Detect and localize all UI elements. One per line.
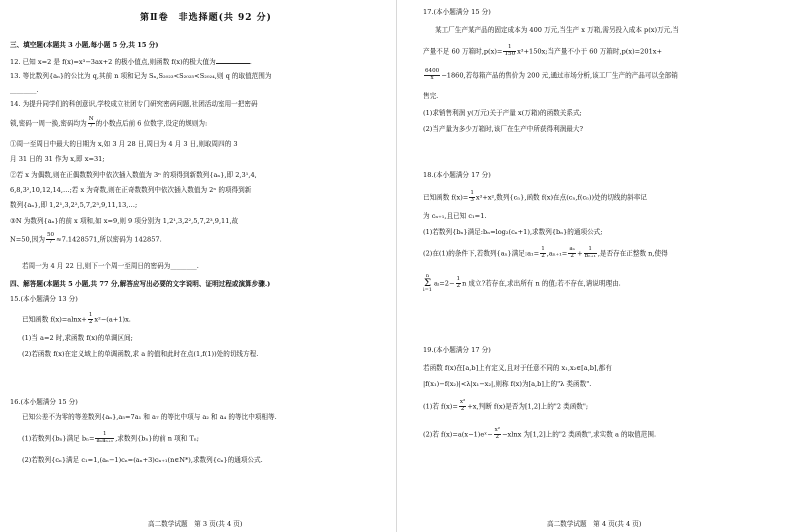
question-12: 12. 已知 x=2 是 f(x)=x³−3ax+2 的极小值点,则函数 f(x)的极大值为 .	[10, 58, 252, 66]
question-18-part2-cont: n Σ i=1aᵢ=2− $\frac{1}{2}$ n 成立?若存在,求出所有 n 的值;若不存在,请说明理由.	[423, 273, 621, 293]
question-18-head: 18.(本小题满分 17 分)	[423, 171, 491, 179]
fraction-x2-over-2b: $\frac{\text{x²}}{2}$	[494, 427, 501, 440]
left-page	[0, 0, 394, 532]
question-13	[10, 72, 271, 81]
question-17-line4: 售完.	[423, 92, 439, 100]
fraction-half-n: $\frac{1}{2}$	[456, 276, 461, 289]
question-16-part2: (2)若数列{cₙ}满足 c₁=1,(aₙ−1)cₙ=(aₙ+3)cₙ₊₁(n∈N*),求数列{cₙ}的通项公式.	[22, 456, 263, 464]
question-17-line2: 产量不足 60 万箱时,p(x)= $\frac{1}{150}$ x³+150x;当产量不小于 60 万箱时,p(x)=201x+	[423, 44, 663, 57]
fraction-bn: $\frac{1}{\text{aₙaₙ₊₁}}$	[96, 431, 114, 444]
question-14: 14. 为提升同学们的科创意识,学校成立社团专门研究密码问题,社团活动室用一把密码	[10, 100, 258, 108]
question-18-line2: 为 cₙ₊₁,且已知 c₁=1.	[423, 212, 487, 220]
page-footer-right: 高二数学试题 第 4 页(共 4 页)	[547, 520, 642, 528]
question-15-part1: (1)当 a=2 时,求函数 f(x)的单调区间;	[22, 334, 133, 342]
section4-header: 四、解答题(本题共 5 小题,共 77 分,解答应写出必要的文字说明、证明过程或演算步骤.)	[10, 280, 271, 288]
q13-text: 13. 等比数列{aₙ}的公比为 q,其前 n 项和记为 Sₙ,S₂₀₂₃<S₂₀₂₅<S₂₀₂₄,则 q 的取值范围为	[10, 72, 272, 80]
rule-2-cont2: 数列{aₙ},即 1,2¹,3,2²,5,7,2³,9,11,13,…;	[10, 201, 138, 209]
fraction-50-over-7: $\frac{50}{7}$	[46, 232, 55, 245]
question-19-line2: |f(x₁)−f(x₂)|<λ|x₁−x₂|,则称 f(x)为[a,b]上的"λ 类函数".	[423, 380, 592, 388]
rule-1: ①周一至周日中最大的日期为 x,如 3 月 28 日,周日为 4 月 3 日,则取周四的 3	[10, 140, 238, 148]
rule-3-cont: N=50,因为 $\frac{50}{7}$ ≈7.1428571,所以密码为 142857.	[10, 232, 162, 245]
fraction-1-over-3: $\frac{1}{3}$	[470, 190, 474, 203]
fraction-6400-over-x: $\frac{6400}{x}$	[425, 68, 440, 81]
question-16-stem: 已知公差不为零的等差数列{aₙ},a₅=7a₁ 和 a₇ 的等比中项与 a₂ 和 a₄ 的等比中项相等.	[22, 413, 277, 421]
question-17-head: 17.(本小题满分 15 分)	[423, 8, 491, 16]
question-17-line3: $\frac{6400}{x}$ −1860,若每箱产品的售价为 200 元,通过市场分析,该工厂生产的产品可以全部销	[425, 68, 678, 81]
page-footer-left: 高二数学试题 第 3 页(共 4 页)	[148, 520, 243, 528]
fraction-1-over-150: $\frac{1}{150}$	[504, 44, 516, 57]
question-19-part2: (2)若 f(x)=a(x−1)eˣ− $\frac{\text{x²}}{2}$ −xlnx 为[1,2]上的"2 类函数",求实数 a 的取值范围.	[423, 427, 657, 440]
question-14-end: 若周一为 4 月 22 日,则下一个周一至周日的密码为________.	[22, 262, 199, 270]
answer-blank	[216, 56, 250, 64]
question-18-part1: (1)若数列{bₙ}满足:bₙ=log₂(cₙ+1),求数列{bₙ}的通项公式;	[423, 228, 603, 236]
question-18-part2: (2)在(1)的条件下,若数列{aₙ}满足:a₁= $\frac{1}{2}$ ,aₙ₊₁= $\frac{\text{aₙ}}{2}$ + $\frac{1}{\text{bₙ₊₁}}$ ,是否存在正整数 n,使得	[423, 246, 668, 259]
question-19-head: 19.(本小题满分 17 分)	[423, 346, 491, 354]
rule-3: ③N 为数列{aₙ}的前 x 项和,如 x=9,则 9 项分别为 1,2¹,3,2²,5,7,2³,9,11,故	[10, 217, 239, 225]
question-16-head: 16.(本小题满分 15 分)	[10, 398, 78, 406]
question-15-head: 15.(本小题满分 13 分)	[10, 295, 78, 303]
question-13-cont: ________.	[10, 86, 39, 94]
question-16-part1: (1)若数列{bₙ}满足 bₙ= $\frac{1}{\text{aₙaₙ₊₁}}$ ,求数列{bₙ}的前 n 项和 Tₙ;	[22, 431, 199, 444]
rule-1-cont: 月 31 日的 31 作为 x,即 x=31;	[10, 155, 105, 163]
right-page	[401, 0, 794, 532]
fraction-a1: $\frac{1}{2}$	[541, 246, 545, 259]
question-17-part1: (1)求销售利润 y(万元)关于产量 x(万箱)的函数关系式;	[423, 109, 582, 117]
fraction-n-over-7: $\frac{N}{7}$	[88, 116, 94, 129]
fraction-x2-over-2: $\frac{\text{x²}}{2}$	[459, 399, 466, 412]
question-19-line1: 若函数 f(x)在[a,b]上有定义,且对于任意不同的 x₁,x₂∈[a,b],都有	[423, 364, 612, 372]
summation-symbol: n Σ i=1	[423, 273, 432, 293]
question-14-line2: 锁,密码一周一换,密码均为 $\frac{N}{7}$ 的小数点后前 6 位数字,设定的规则为:	[10, 116, 208, 129]
rule-2: ②若 x 为偶数,则在正偶数数列中依次插入数值为 3ⁿ 的项得到新数列{aₙ},即 2,3¹,4,	[10, 171, 257, 179]
question-17-line1: 某工厂生产某产品的固定成本为 400 万元,当生产 x 万箱,需另投入成本 p(x)万元,当	[435, 26, 679, 34]
question-19-part1: (1)若 f(x)= $\frac{\text{x²}}{2}$ +x,判断 f(x)是否为[1,2]上的"2 类函数";	[423, 399, 589, 412]
question-15-stem: 已知函数 f(x)=alnx+ $\frac{1}{2}$ x²−(a+1)x.	[22, 312, 131, 325]
page-divider	[396, 0, 397, 532]
rule-2-cont: 6,8,3²,10,12,14,…;若 x 为奇数,则在正奇数数列中依次插入数值为 2ⁿ 的项得到新	[10, 186, 252, 194]
q12-text: 12. 已知 x=2 是 f(x)=x³−3ax+2 的极小值点,则函数 f(x)的极大值为	[10, 58, 216, 66]
fraction-half: $\frac{1}{2}$	[88, 312, 93, 325]
question-18-line1: 已知函数 f(x)= $\frac{1}{3}$ x³+x²,数列{cₙ},函数 f(x)在点(cₙ,f(cₙ))处的切线的斜率记	[423, 190, 647, 203]
section3-header: 三、填空题(本题共 3 小题,每小题 5 分,共 15 分)	[10, 41, 159, 49]
question-17-part2: (2)当产量为多少万箱时,该厂在生产中所获得利润最大?	[423, 125, 584, 133]
fraction-an-over-2: $\frac{\text{aₙ}}{2}$	[569, 246, 576, 259]
question-15-part2: (2)若函数 f(x)在定义域上的单调函数,求 a 的值和此时在点(1,f(1))处的切线方程.	[22, 350, 259, 358]
fraction-1-over-bn1: $\frac{1}{\text{bₙ₊₁}}$	[584, 246, 596, 259]
part-title: 第Ⅱ卷 非选择题(共 92 分)	[140, 13, 272, 23]
